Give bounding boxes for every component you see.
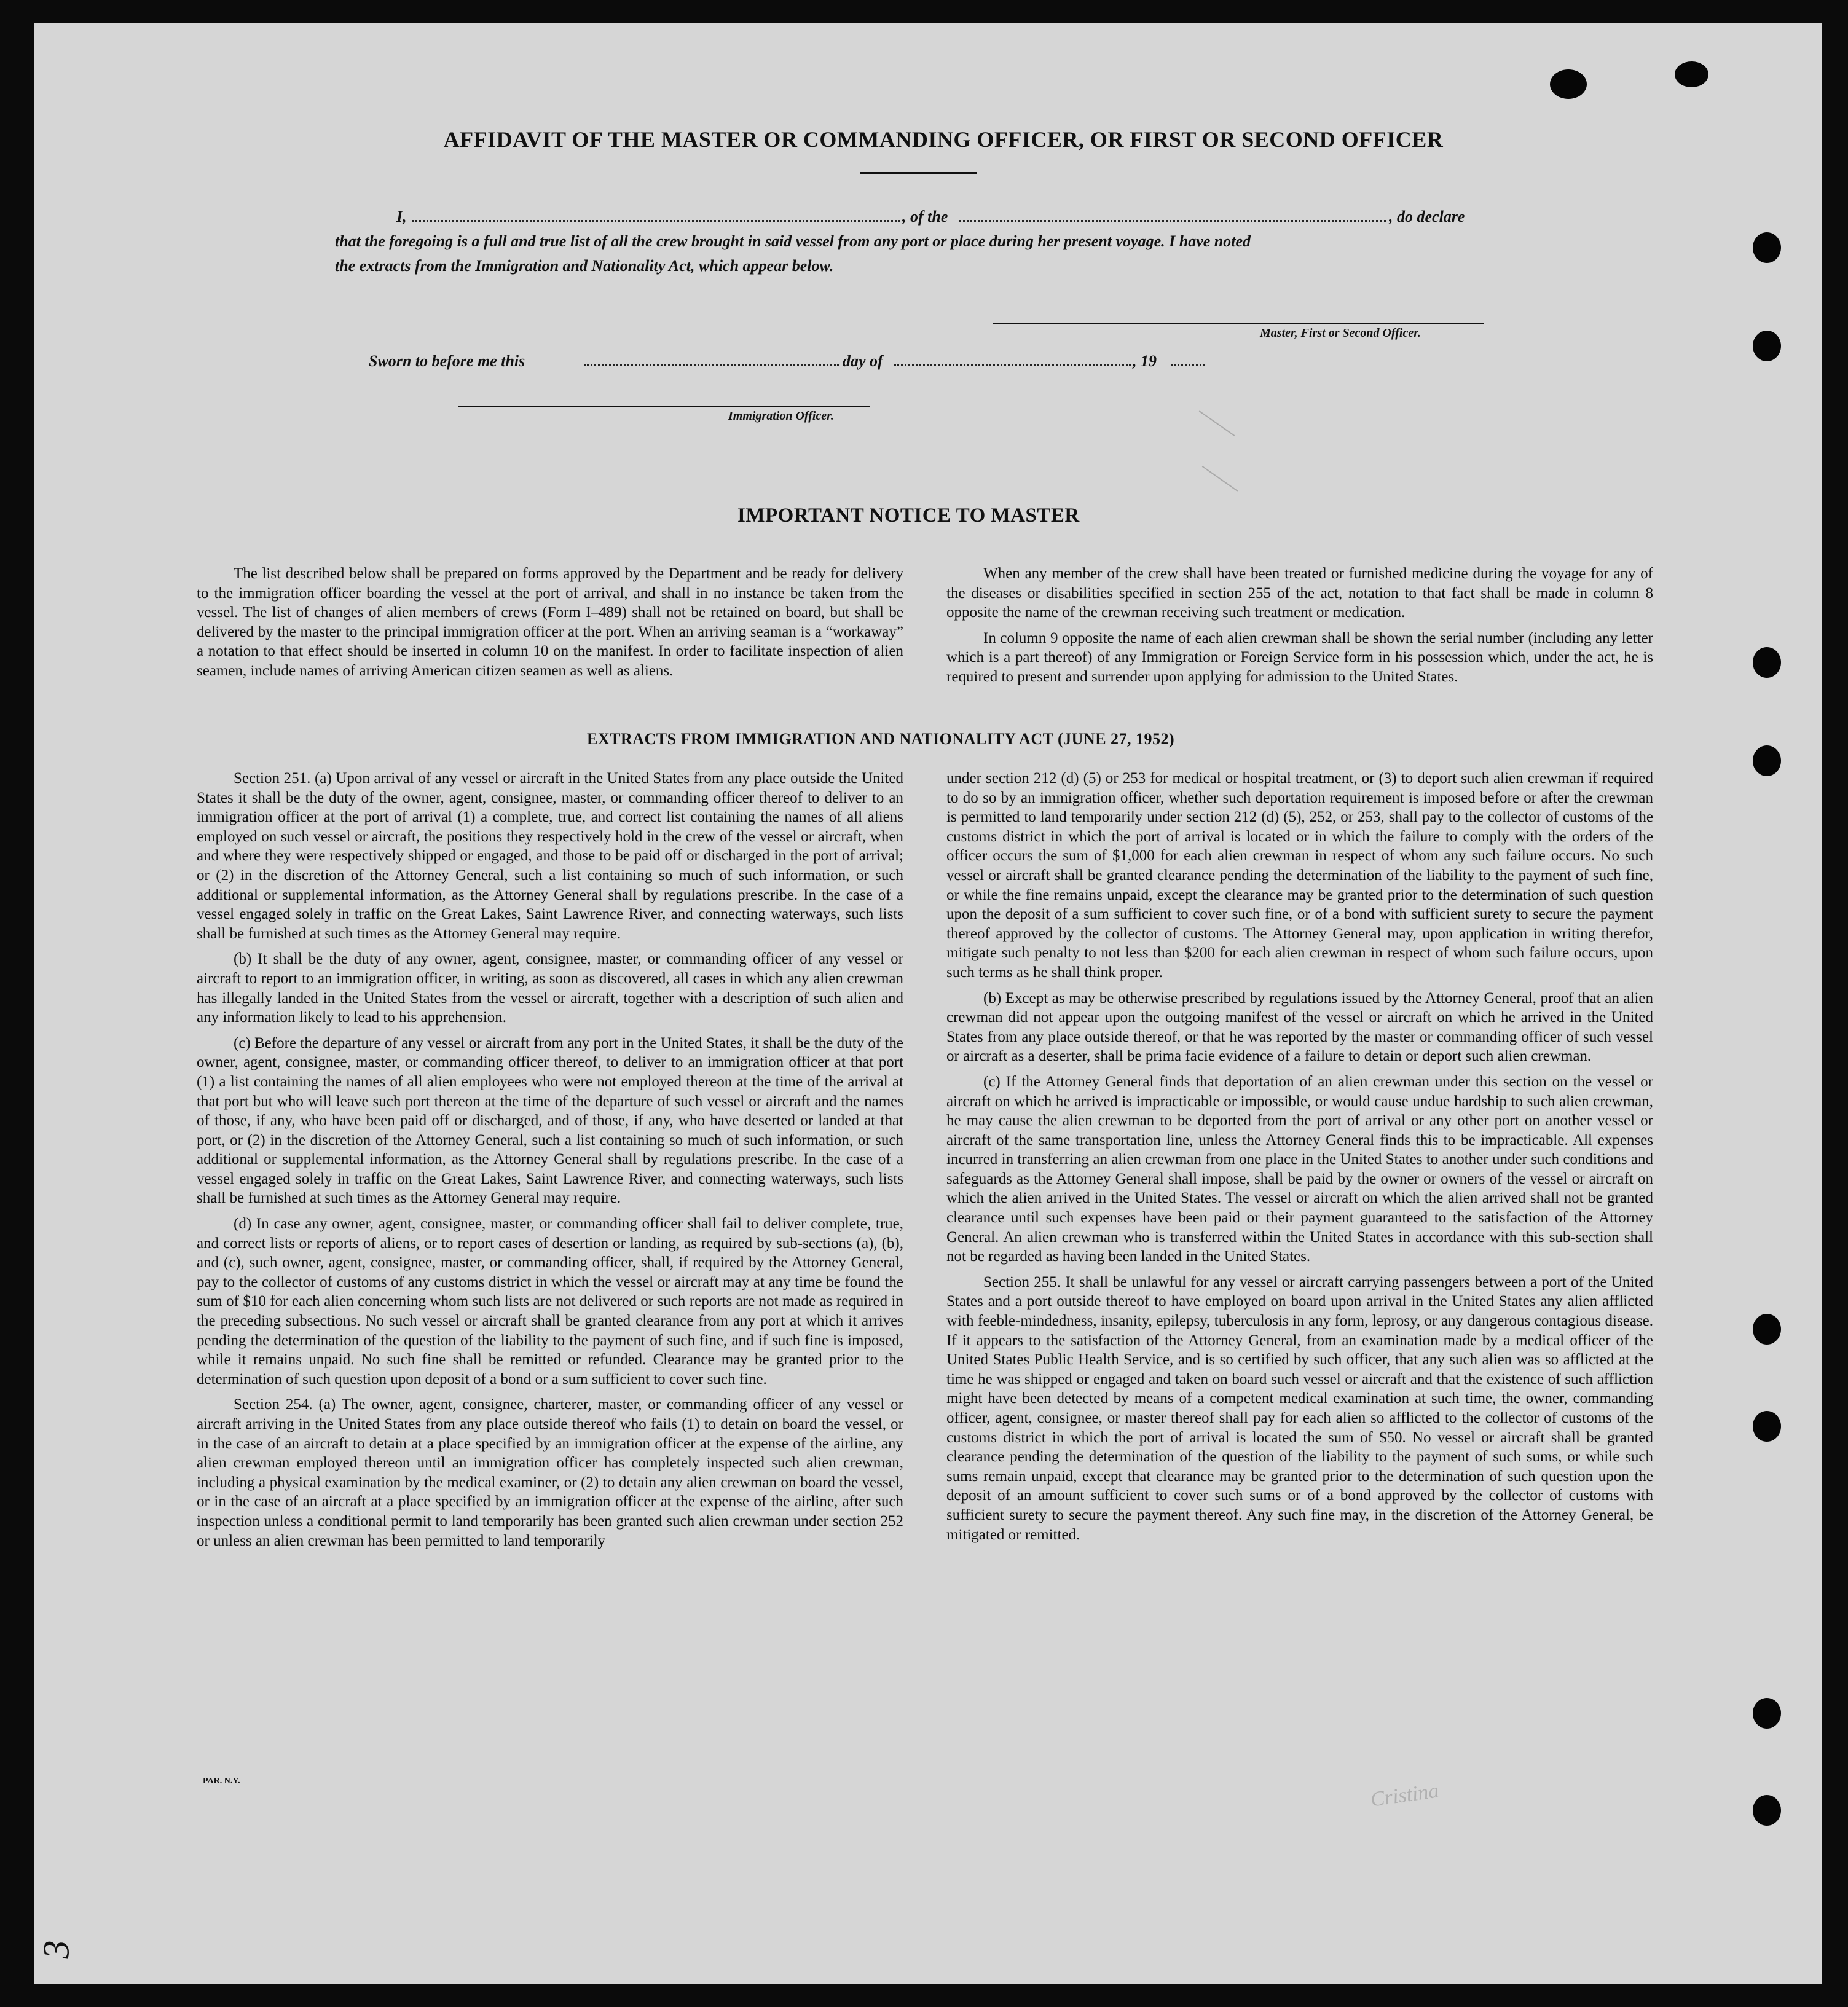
section-254a-continued: under section 212 (d) (5) or 253 for medical or hospital treatment, or (3) to deport such alien crewman if required to do so by an immigration officer, whether such deportation requirement is imposed before or after the crewman is permitted to land temporarily under section 212 (d) (5), 252, or 253, shall pay to the collector of customs of the customs district in which the port of arrival is located or in which the failure to comply with the orders of the officer occurs the sum of $1,000 for each alien crewman in respect of whom any such failure occurs. No such vessel or aircraft shall be granted clearance pending the determination of the liability to the payment of such fine, or while the fine remains unpaid, except the clearance may be granted prior to the determination of such question upon the deposit of a sum sufficient to cover such fine, or of a bond with sufficient surety to secure the payment thereof approved by the collector of customs. The Attorney General may, upon application in writing therefor, mitigate such penalty to not less than $200 for each alien crewman in respect of whom such failure occurs, upon such terms as he shall think proper. [946, 770, 1653, 981]
handwritten-note: Cristina [1369, 1779, 1441, 1812]
of-the-label: , of the [902, 208, 948, 226]
punch-hole [1753, 647, 1781, 678]
vessel-field[interactable] [959, 220, 1386, 222]
section-254c: (c) If the Attorney General finds that deportation of an alien crewman under this section on the vessel or aircraft on which he arrived is impracticable or impossible, or would cause undue hardship to such alien crewman, he may cause the alien crewman to be deported from the port of arrival or any other port on another vessel or aircraft of the same transportation line, unless the Attorney General finds this to be impracticable. All expenses incurred in transferring an alien crewman from one place in the United States to another under such conditions and safeguards as the Attorney General shall impose, shall be paid by the owner or owners of the vessel or aircraft on which the alien arrived in the United States. The vessel or aircraft on which the alien arrived shall not be granted clearance until such expenses have been paid or their payment guaranteed to the satisfaction of the Attorney General. An alien crewman who is transferred within the United States in accordance with this sub-section shall not be regarded as having been landed in the United States. [946, 1073, 1653, 1265]
title-underline [860, 172, 977, 174]
notice-left-paragraph: The list described below shall be prepared on forms approved by the Department and be ready for delivery to the immigration officer boarding the vessel at the port of arrival, and shall in no instance be taken from the vessel. The list of changes of alien members of crews (Form I–489) shall not be retained on board, but shall be delivered by the master to the principal immigration officer at the port. When an arriving seaman is a “workaway” a notation to that effect should be inserted in column 10 on the manifest. In order to facilitate inspection of alien seamen, include names of arriving American citizen seamen as well as aliens. [197, 565, 903, 679]
section-254a: Section 254. (a) The owner, agent, consignee, charterer, master, or commanding officer of any vessel or aircraft arriving in the United States from any place outside thereof who fails (1) to detain on board the vessel, or in the case of an aircraft to detain at a place specified by an immigration officer at the expense of the airline, any alien crewman employed thereon until an immigration officer has completely inspected such alien crewman, including a physical examination by the medical examiner, or (2) to detain any alien crewman on board the vessel, or in the case of an aircraft at a place specified by an immigration officer at the expense of the airline, after such inspection unless a conditional permit to land temporarily has been granted such alien crewman under section 252 or unless an alien crewman has been permitted to land temporarily [197, 1396, 903, 1549]
declaration-line-2: the extracts from the Immigration and Nationality Act, which appear below. [335, 257, 834, 275]
name-field[interactable] [412, 220, 900, 222]
master-signature-line[interactable] [993, 323, 1484, 324]
ink-smudge [1675, 61, 1708, 87]
section-251b: (b) It shall be the duty of any owner, agent, consignee, master, or commanding officer of any vessel or aircraft to report to an immigration officer, in writing, as soon as discovered, all cases in which any alien crewman has illegally landed in the United States from the vessel or aircraft, together with a description of such alien and any information likely to lead to his apprehension. [197, 951, 903, 1026]
sworn-label: Sworn to before me this [369, 352, 525, 370]
officer-signature-label: Immigration Officer. [728, 409, 834, 423]
notice-right-paragraph-2: In column 9 opposite the name of each alien crewman shall be shown the serial number (including any letter which is a part thereof) of any Immigration or Foreign Service form in his possession which, under the act, he is required to present and surrender upon applying for admission to the United States. [946, 629, 1653, 685]
year-label: , 19 [1133, 352, 1157, 370]
i-label: I, [396, 208, 407, 226]
notice-right-column [946, 564, 1653, 693]
punch-hole [1753, 745, 1781, 776]
extracts-heading: EXTRACTS FROM IMMIGRATION AND NATIONALITY ACT (JUNE 27, 1952) [587, 730, 1175, 748]
day-of-label: day of [843, 352, 883, 370]
punch-hole [1753, 232, 1781, 263]
sworn-month-field[interactable] [894, 364, 1131, 366]
extracts-right-column [946, 769, 1653, 1550]
printer-mark: PAR. N.Y. [203, 1777, 240, 1786]
officer-signature-line[interactable] [458, 406, 870, 407]
faint-mark [1199, 410, 1235, 436]
section-255: Section 255. It shall be unlawful for any vessel or aircraft carrying passengers between a port of the United States and a port outside thereof to have employed on board upon arrival in the United States any alien afflicted with feeble-mindedness, insanity, epilepsy, tuberculosis in any form, leprosy, or any dangerous contagious disease. If it appears to the satisfaction of the Attorney General, from an examination made by a medical officer of the United States Public Health Service, and is so certified by such officer, that any such alien was so afflicted at the time he was shipped or engaged and taken on board such vessel or aircraft and that the existence of such affliction might have been detected by means of a competent medical examination at such time, the owner, commanding officer, agent, consignee, or master thereof shall pay for each alien so afflicted to the collector of customs of the customs district in which the port of arrival is located the sum of $50. No vessel or aircraft shall be granted clearance pending the determination of the question of the liability to the payment of such sums, or while such sums remain unpaid, except that clearance may be granted prior to the determination of such question upon the deposit of an amount sufficient to cover such sums or of a bond approved by the collector of customs with sufficient surety to secure the payment thereof. Any such fine may, in the discretion of the Attorney General, be mitigated or remitted. [946, 1273, 1653, 1543]
section-251a: Section 251. (a) Upon arrival of any vessel or aircraft in the United States from any place outside the United States it shall be the duty of the owner, agent, consignee, master, or commanding officer thereof to deliver to an immigration officer at the port of arrival (1) a complete, true, and correct list containing the names of all aliens employed on such vessel or aircraft, the positions they respectively hold in the crew of the vessel or aircraft, when and where they were respectively shipped or engaged, and those to be paid off or discharged in the port of arrival; or (2) in the discretion of the Attorney General, such a list containing so much of such information, or such additional or supplemental information, as the Attorney General shall by regulations prescribe. In the case of a vessel engaged solely in traffic on the Great Lakes, Saint Lawrence River, and connecting waterways, such lists shall be furnished at such times as the Attorney General may require. [197, 770, 903, 942]
punch-hole [1753, 1698, 1781, 1729]
sworn-day-field[interactable] [584, 364, 839, 366]
notice-heading: IMPORTANT NOTICE TO MASTER [737, 505, 1080, 527]
punch-hole [1753, 331, 1781, 361]
punch-hole [1753, 1795, 1781, 1826]
punch-hole [1753, 1314, 1781, 1345]
corner-mark: 3 [36, 1940, 77, 1959]
form-title: AFFIDAVIT OF THE MASTER OR COMMANDING OFFICER, OR FIRST OR SECOND OFFICER [443, 127, 1444, 152]
punch-hole [1753, 1411, 1781, 1442]
section-251d: (d) In case any owner, agent, consignee, master, or commanding officer shall fail to deliver complete, true, and correct lists or reports of aliens, or to report cases of desertion or landing, as required by sub-sections (a), (b), and (c), such owner, agent, consignee, master, or commanding officer, shall, if required by the Attorney General, pay to the collector of customs of any customs district in which the vessel or aircraft may at any time be found the sum of $10 for each alien concerning whom such lists are not delivered or such reports are not made as required in the preceding subsections. No such vessel or aircraft shall be granted clearance from any port at which it arrives pending the determination of the question of the liability to the payment of such fine, and if such fine is imposed, while it remains unpaid. No such fine shall be remitted or refunded. Clearance may be granted prior to the determination of such question upon deposit of a bond or a sum sufficient to cover such fine. [197, 1216, 903, 1388]
ink-smudge [1550, 69, 1587, 99]
master-signature-label: Master, First or Second Officer. [1260, 326, 1421, 340]
faint-mark [1202, 466, 1238, 492]
notice-left-column [197, 564, 903, 687]
declaration-line-1: that the foregoing is a full and true list of all the crew brought in said vessel from any port or place during her present voyage. I have noted [335, 232, 1251, 250]
section-254b: (b) Except as may be otherwise prescribed by regulations issued by the Attorney General, proof that an alien crewman did not appear upon the outgoing manifest of the vessel or aircraft on which he arrived in the United States from any place outside thereof, or that he was reported by the master or commanding officer of such vessel or aircraft as a deserter, shall be prima facie evidence of a failure to detain or deport such alien crewman. [946, 989, 1653, 1065]
document-page [34, 23, 1822, 1984]
notice-right-paragraph-1: When any member of the crew shall have been treated or furnished medicine during the voyage for any of the diseases or disabilities specified in section 255 of the act, notation to that fact shall be made in column 8 opposite the name of the crewman receiving such treatment or medication. [946, 565, 1653, 621]
do-declare-label: , do declare [1389, 208, 1465, 226]
section-251c: (c) Before the departure of any vessel or aircraft from any port in the United States, it shall be the duty of the owner, agent, consignee, master, or commanding officer thereof, to deliver to an immigration officer at that port (1) a list containing the names of all alien employees who were not employed thereon at the time of the arrival at that port but who will leave such port thereon at the time of the departure of such vessel or aircraft and the names of those, if any, who have been paid off or discharged, and of those, if any, who have deserted or landed at that port, or (2) in the discretion of the Attorney General, such a list containing so much of such information, or such additional or supplemental information, as the Attorney General shall by regulations prescribe. In the case of a vessel engaged solely in traffic on the Great Lakes, Saint Lawrence River, and connecting waterways, such lists shall be furnished at such times as the Attorney General may require. [197, 1034, 903, 1207]
sworn-year-field[interactable] [1171, 364, 1205, 366]
extracts-left-column [197, 769, 903, 1557]
